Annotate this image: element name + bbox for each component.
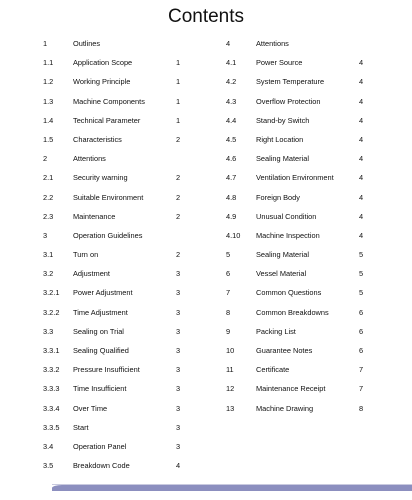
toc-entry-number: 11	[226, 365, 234, 375]
toc-entry-number: 3	[43, 230, 48, 240]
toc-entry-title: Certificate	[256, 365, 290, 375]
toc-entry-page: 3	[176, 422, 181, 432]
toc-entry-number: 7	[226, 288, 231, 298]
toc-entry[interactable]	[226, 111, 376, 130]
toc-entry-title: Vessel Material	[256, 269, 307, 279]
toc-entry-title: System Temperature	[256, 77, 325, 87]
toc-entry-title: Operation Panel	[73, 441, 127, 451]
toc-entry-number: 4.6	[226, 154, 237, 164]
toc-entry[interactable]	[43, 130, 193, 149]
toc-entry[interactable]	[226, 264, 376, 283]
toc-entry-page: 2	[176, 192, 181, 202]
toc-entry-number: 9	[226, 326, 231, 336]
toc-entry-page: 7	[359, 384, 364, 394]
toc-entry-number: 4.4	[226, 115, 237, 125]
toc-entry-title: Power Source	[256, 58, 303, 68]
toc-entry[interactable]	[226, 245, 376, 264]
toc-entry-page: 7	[359, 365, 364, 375]
toc-entry-number: 4.8	[226, 192, 237, 202]
toc-entry[interactable]	[43, 456, 193, 475]
toc-entry-number: 3.2.1	[43, 288, 60, 298]
toc-entry-title: Outlines	[73, 39, 101, 48]
toc-entry[interactable]	[226, 53, 376, 72]
toc-entry-title: Maintenance Receipt	[256, 384, 326, 394]
toc-entry-page: 1	[176, 58, 181, 68]
toc-entry-page: 5	[359, 269, 364, 279]
toc-entry-title: Packing List	[256, 326, 296, 336]
toc-entry[interactable]	[43, 437, 193, 456]
toc-entry-title: Sealing on Trial	[73, 326, 124, 336]
toc-entry[interactable]	[226, 188, 376, 207]
toc-entry[interactable]	[226, 379, 376, 398]
toc-entry-number: 4.5	[226, 134, 237, 144]
toc-entry[interactable]	[226, 72, 376, 91]
toc-entry-title: Adjustment	[73, 269, 110, 279]
toc-entry-number: 3.4	[43, 441, 54, 451]
toc-entry-title: Start	[73, 422, 89, 432]
toc-entry-number: 1.3	[43, 96, 54, 106]
toc-entry-title: Right Location	[256, 134, 304, 144]
toc-entry[interactable]	[226, 92, 376, 111]
toc-entry-number: 5	[226, 250, 231, 260]
toc-entry[interactable]	[43, 341, 193, 360]
toc-entry-page: 4	[359, 134, 364, 144]
toc-entry-page: 4	[359, 96, 364, 106]
toc-entry-page: 1	[176, 96, 181, 106]
toc-entry-number: 3.3.2	[43, 365, 60, 375]
toc-entry-page: 3	[176, 269, 181, 279]
toc-entry-title: Pressure Insufficient	[73, 365, 140, 375]
toc-entry[interactable]	[43, 72, 193, 91]
toc-entry[interactable]	[43, 92, 193, 111]
toc-entry-number: 2.1	[43, 173, 54, 183]
toc-entry-title: Technical Parameter	[73, 115, 141, 125]
toc-entry-title: Over Time	[73, 403, 108, 413]
toc-entry-number: 4.7	[226, 173, 237, 183]
toc-entry-title: Sealing Qualified	[73, 346, 129, 355]
toc-entry[interactable]	[226, 168, 376, 187]
toc-entry-number: 2	[43, 154, 48, 164]
toc-entry-page: 4	[359, 230, 364, 240]
toc-entry-page: 4	[359, 192, 364, 202]
toc-entry-number: 6	[226, 269, 231, 279]
toc-entry-number: 1.1	[43, 58, 54, 68]
toc-entry-title: Stand-by Switch	[256, 115, 310, 125]
toc-entry-number: 3.3.1	[43, 346, 60, 355]
toc-entry[interactable]	[43, 379, 193, 398]
toc-entry-page: 2	[176, 250, 181, 260]
toc-entry-title: Machine Components	[73, 96, 145, 106]
toc-entry-number: 2.3	[43, 211, 54, 221]
toc-entry[interactable]	[43, 188, 193, 207]
toc-entry[interactable]	[226, 226, 376, 245]
toc-entry-page: 3	[176, 441, 181, 451]
toc-entry-page: 3	[176, 326, 181, 336]
toc-entry-title: Turn on	[73, 250, 99, 260]
toc-entry[interactable]	[226, 149, 376, 168]
toc-entry[interactable]	[43, 360, 193, 379]
toc-entry-title: Time Adjustment	[73, 307, 128, 317]
toc-entry-title: Foreign Body	[256, 192, 300, 202]
toc-entry[interactable]	[226, 34, 376, 53]
toc-entry[interactable]	[226, 360, 376, 379]
toc-entry-title: Guarantee Notes	[256, 346, 313, 355]
toc-entry[interactable]	[43, 111, 193, 130]
toc-entry-title: Breakdown Code	[73, 461, 130, 471]
page-title: Contents	[167, 6, 245, 27]
toc-entry[interactable]	[43, 53, 193, 72]
toc-entry[interactable]	[43, 226, 193, 245]
footer-decorative-bar	[52, 485, 412, 491]
toc-entry-number: 13	[226, 403, 235, 413]
toc-entry-page: 6	[359, 346, 364, 355]
toc-entry[interactable]	[43, 303, 193, 322]
toc-entry-number: 12	[226, 384, 235, 394]
toc-entry-page: 3	[176, 365, 181, 375]
toc-entry-page: 1	[176, 77, 181, 87]
toc-entry-page: 3	[176, 384, 181, 394]
toc-entry[interactable]	[43, 283, 193, 302]
toc-entry-page: 4	[359, 115, 364, 125]
toc-entry-number: 4.1	[226, 58, 237, 68]
toc-entry-number: 4.10	[226, 230, 241, 240]
toc-entry-page: 4	[359, 211, 364, 221]
toc-entry-title: Machine Inspection	[256, 230, 320, 240]
toc-entry-title: Application Scope	[73, 58, 133, 68]
toc-entry[interactable]	[226, 341, 376, 360]
toc-entry[interactable]	[226, 130, 376, 149]
toc-entry-title: Power Adjustment	[73, 288, 133, 298]
toc-entry-title: Suitable Environment	[73, 192, 144, 202]
toc-entry-title: Common Questions	[256, 288, 322, 298]
toc-entry[interactable]	[43, 245, 193, 264]
toc-entry-number: 3.1	[43, 250, 54, 260]
toc-entry[interactable]	[43, 34, 193, 53]
toc-entry-title: Overflow Protection	[256, 96, 321, 106]
toc-entry[interactable]	[43, 418, 193, 437]
toc-entry-page: 4	[176, 461, 181, 471]
toc-entry[interactable]	[43, 399, 193, 418]
toc-entry-number: 1.2	[43, 77, 54, 87]
toc-entry[interactable]	[43, 264, 193, 283]
toc-entry-title: Time Insufficient	[73, 384, 127, 394]
toc-entry-number: 4	[226, 39, 231, 48]
toc-entry-title: Sealing Material	[256, 250, 309, 260]
toc-entry-page: 3	[176, 307, 181, 317]
toc-entry-number: 3.2.2	[43, 307, 60, 317]
toc-entry-number: 3.2	[43, 269, 54, 279]
toc-entry[interactable]	[226, 303, 376, 322]
toc-entry-page: 4	[359, 58, 364, 68]
toc-entry-page: 3	[176, 346, 181, 355]
toc-entry[interactable]	[43, 207, 193, 226]
toc-entry-title: Attentions	[73, 154, 106, 164]
toc-entry-number: 4.3	[226, 96, 237, 106]
toc-entry-title: Security warning	[73, 173, 128, 183]
toc-entry-page: 6	[359, 326, 364, 336]
toc-right-column	[226, 34, 376, 418]
toc-entry[interactable]	[226, 283, 376, 302]
toc-entry-title: Working Principle	[73, 77, 131, 87]
toc-entry-title: Attentions	[256, 39, 289, 48]
toc-entry-number: 1.5	[43, 134, 54, 144]
toc-entry[interactable]	[43, 168, 193, 187]
toc-entry-title: Ventilation Environment	[256, 173, 334, 183]
toc-entry-number: 3.5	[43, 461, 54, 471]
toc-entry-title: Operation Guidelines	[73, 230, 143, 240]
toc-entry-title: Common Breakdowns	[256, 307, 329, 317]
toc-entry[interactable]	[43, 322, 193, 341]
toc-entry-number: 3.3.5	[43, 422, 60, 432]
toc-entry-page: 2	[176, 173, 181, 183]
toc-entry-number: 10	[226, 346, 235, 355]
toc-entry-page: 6	[359, 307, 364, 317]
toc-entry-number: 3.3.3	[43, 384, 60, 394]
toc-entry-page: 5	[359, 250, 364, 260]
toc-entry-number: 3.3.4	[43, 403, 60, 413]
toc-entry-page: 3	[176, 403, 181, 413]
toc-entry-number: 2.2	[43, 192, 54, 202]
toc-entry-page: 2	[176, 211, 181, 221]
toc-entry-title: Machine Drawing	[256, 403, 314, 413]
toc-entry-number: 4.2	[226, 77, 237, 87]
toc-entry-number: 3.3	[43, 326, 54, 336]
toc-entry-page: 4	[359, 77, 364, 87]
toc-entry-title: Characteristics	[73, 134, 122, 144]
toc-entry-page: 2	[176, 134, 181, 144]
toc-entry-title: Maintenance	[73, 211, 116, 221]
toc-entry-page: 3	[176, 288, 181, 298]
toc-entry-page: 4	[359, 173, 364, 183]
toc-entry-page: 4	[359, 154, 364, 164]
toc-entry[interactable]	[43, 149, 193, 168]
toc-entry[interactable]	[226, 322, 376, 341]
toc-entry-title: Sealing Material	[256, 154, 309, 164]
toc-entry[interactable]	[226, 207, 376, 226]
toc-entry-page: 1	[176, 115, 181, 125]
toc-entry-page: 5	[359, 288, 364, 298]
toc-left-column	[43, 34, 193, 475]
toc-entry-page: 8	[359, 403, 364, 413]
toc-entry-number: 1	[43, 39, 48, 48]
toc-entry-number: 8	[226, 307, 231, 317]
toc-entry-number: 4.9	[226, 211, 237, 221]
toc-entry[interactable]	[226, 399, 376, 418]
toc-entry-title: Unusual Condition	[256, 211, 317, 221]
toc-entry-number: 1.4	[43, 115, 54, 125]
